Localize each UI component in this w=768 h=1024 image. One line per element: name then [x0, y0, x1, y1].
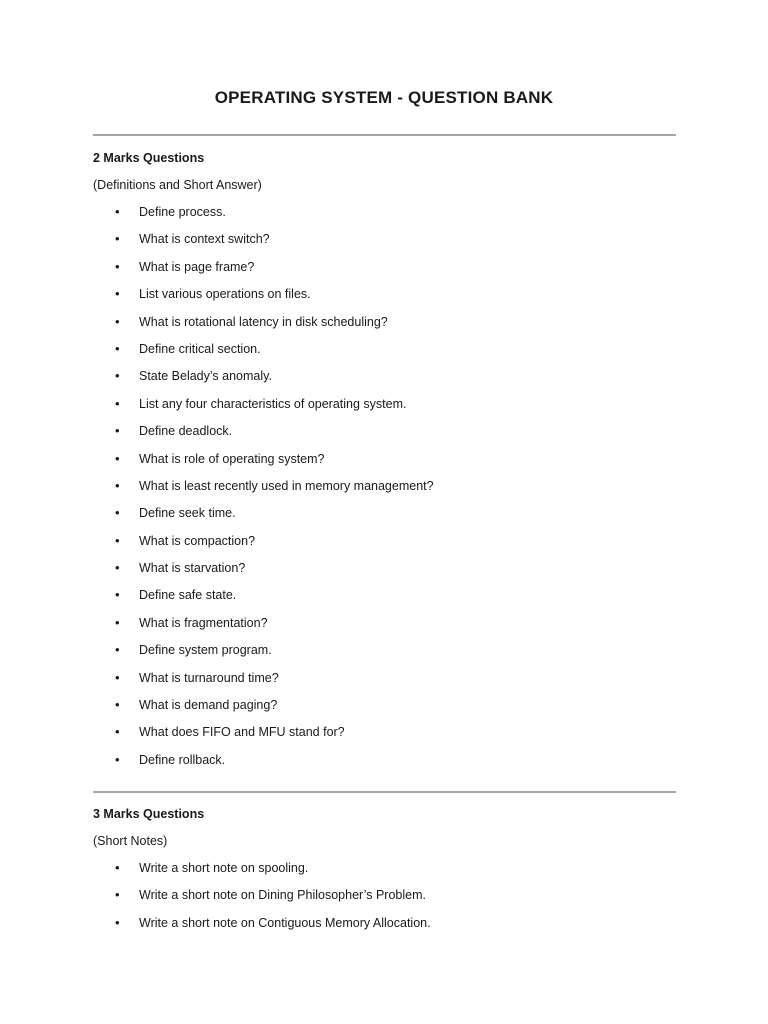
bullet-icon: • [115, 860, 120, 875]
question-text: Write a short note on Dining Philosopher’s Problem. [139, 888, 426, 903]
question-text: What is least recently used in memory management? [139, 478, 434, 493]
list-item [93, 423, 676, 450]
bullet-icon: • [115, 724, 120, 740]
question-text: Define rollback. [139, 752, 226, 767]
bullet-icon: • [115, 423, 120, 439]
question-text: List various operations on files. [139, 287, 311, 302]
question-text: What is starvation? [139, 561, 246, 576]
question-text: Define process. [139, 205, 226, 219]
section-2-marks [93, 150, 676, 779]
bullet-icon: • [115, 313, 120, 329]
question-text: Write a short note on Contiguous Memory Allocation. [139, 915, 431, 930]
bullet-icon: • [115, 477, 120, 493]
list-item [93, 341, 676, 368]
question-list [93, 204, 676, 779]
list-item [93, 451, 676, 478]
section-heading: 2 Marks Questions [93, 151, 205, 165]
bullet-icon: • [115, 258, 120, 274]
bullet-icon: • [115, 286, 120, 302]
list-item [93, 752, 676, 779]
section-heading: 3 Marks Questions [93, 807, 205, 821]
list-item [93, 887, 676, 914]
section-divider [93, 791, 676, 793]
question-text: What is demand paging? [139, 698, 278, 713]
question-text: State Belady’s anomaly. [139, 369, 272, 384]
bullet-icon: • [115, 231, 120, 247]
list-item [93, 204, 676, 231]
list-item [93, 396, 676, 423]
bullet-icon: • [115, 642, 120, 658]
section-3-marks [93, 806, 676, 942]
bullet-icon: • [115, 450, 120, 466]
bullet-icon: • [115, 204, 120, 219]
question-text: What is page frame? [139, 259, 255, 274]
bullet-icon: • [115, 697, 120, 713]
section-subheading: (Short Notes) [93, 834, 168, 848]
bullet-icon: • [115, 340, 120, 356]
question-text: What is role of operating system? [139, 451, 325, 466]
list-item [93, 286, 676, 313]
question-list [93, 860, 676, 942]
list-item [93, 314, 676, 341]
bullet-icon: • [115, 751, 120, 767]
page-title: OPERATING SYSTEM - QUESTION BANK [214, 88, 554, 107]
list-item [93, 697, 676, 724]
list-item [93, 670, 676, 697]
bullet-icon: • [115, 532, 120, 548]
bullet-icon: • [115, 560, 120, 576]
list-item [93, 560, 676, 587]
question-text: What does FIFO and MFU stand for? [139, 725, 345, 740]
question-text: Define safe state. [139, 588, 237, 603]
question-text: Define system program. [139, 643, 272, 658]
bullet-icon: • [115, 914, 120, 930]
bullet-icon: • [115, 669, 120, 685]
bullet-icon: • [115, 887, 120, 903]
question-text: What is fragmentation? [139, 615, 268, 630]
list-item [93, 231, 676, 258]
question-text: Define deadlock. [139, 424, 233, 439]
list-item [93, 368, 676, 395]
question-text: What is compaction? [139, 533, 256, 548]
list-item [93, 615, 676, 642]
question-text: Define critical section. [139, 341, 261, 356]
question-text: What is context switch? [139, 232, 270, 247]
section-divider [93, 134, 676, 136]
question-text: Define seek time. [139, 506, 236, 521]
list-item [93, 587, 676, 614]
list-item [93, 724, 676, 751]
bullet-icon: • [115, 368, 120, 384]
list-item [93, 478, 676, 505]
bullet-icon: • [115, 614, 120, 630]
list-item [93, 915, 676, 942]
bullet-icon: • [115, 587, 120, 603]
question-text: What is turnaround time? [139, 670, 279, 685]
question-text: Write a short note on spooling. [139, 861, 309, 875]
question-text: List any four characteristics of operating system. [139, 396, 407, 411]
list-item [93, 505, 676, 532]
list-item [93, 642, 676, 669]
list-item [93, 860, 676, 887]
bullet-icon: • [115, 395, 120, 411]
question-text: What is rotational latency in disk scheduling? [139, 314, 388, 329]
bullet-icon: • [115, 505, 120, 521]
section-subheading: (Definitions and Short Answer) [93, 178, 262, 192]
list-item [93, 259, 676, 286]
list-item [93, 533, 676, 560]
